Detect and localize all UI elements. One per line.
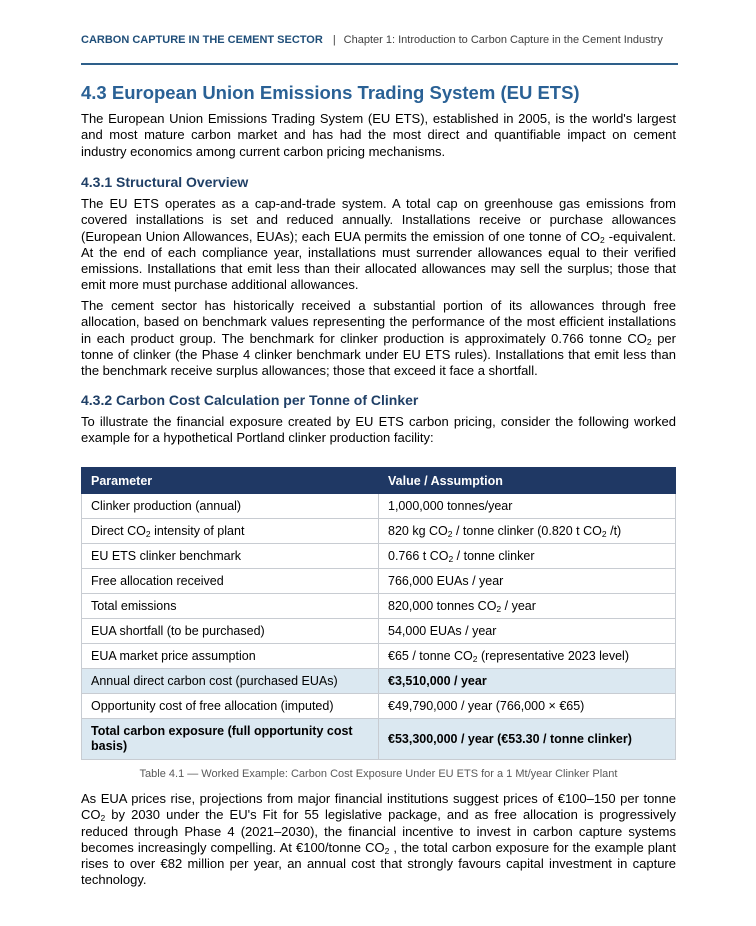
closing-paragraph [81,791,676,889]
value-cell [379,669,676,694]
header-rule [81,63,678,65]
cell-text: €3,510,000 / year [388,673,487,688]
cell-text: Direct CO [91,523,146,538]
table-row [82,519,676,544]
paragraph-text: As EUA prices rise, projections from major financial institutions suggest prices of €100–150 per tonne CO [81,791,676,823]
value-cell [379,644,676,669]
cell-text: EUA market price assumption [91,648,256,663]
cell-text: Opportunity cost of free allocation (imputed) [91,698,334,713]
cell-text: (representative 2023 level) [477,648,629,663]
cell-text: Free allocation received [91,573,224,588]
paragraph-text: by 2030 under the EU's Fit for 55 legislative package, and as free allocation is progressively reduced through Phase 4 (2021–2030), the financial incentive to invest in carbon capture systems becomes increasingly compelling. At €100/tonne CO [81,807,676,855]
header-chapter: Chapter 1: Introduction to Carbon Capture in the Cement Industry [343,34,663,46]
subsection-1-title: 4.3.1 Structural Overview [81,174,249,190]
table-row [82,594,676,619]
subscript: 2 [100,813,106,824]
cell-text: EUA shortfall (to be purchased) [91,623,265,638]
table-row [82,569,676,594]
table-row-highlighted [82,669,676,694]
subscript: 2 [145,528,151,539]
param-cell [82,519,379,544]
subscript: 2 [646,336,652,347]
table-row-total [82,719,676,760]
cell-text: EU ETS clinker benchmark [91,548,242,563]
running-header [81,34,678,48]
cell-text: €49,790,000 / year (766,000 × €65) [388,698,585,713]
cell-text: / tonne clinker [453,548,535,563]
subscript: 2 [601,528,607,539]
param-cell [82,719,379,760]
cell-text: 820,000 tonnes CO [388,598,497,613]
carbon-cost-table [81,467,676,760]
cell-text: Annual direct carbon cost (purchased EUAs) [91,673,338,688]
param-cell [82,619,379,644]
cell-text: intensity of plant [150,523,245,538]
section-title: 4.3 European Union Emissions Trading System (EU ETS) [81,82,580,103]
cell-text: 0.766 t CO [388,548,449,563]
cell-text: 766,000 EUAs / year [388,573,504,588]
value-cell [379,569,676,594]
param-cell [82,594,379,619]
value-cell [379,694,676,719]
value-cell [379,544,676,569]
value-cell [379,719,676,760]
param-cell [82,569,379,594]
value-cell [379,519,676,544]
paragraph-text: The cement sector has historically received a substantial portion of its allowances through free allocation, based on benchmark values representing the performance of the most efficient installations in each product group. The benchmark for clinker production is approximately 0.766 tonne CO [81,298,676,346]
cell-text: / year [501,598,536,613]
cell-text: 54,000 EUAs / year [388,623,497,638]
cell-text: Clinker production (annual) [91,498,242,513]
param-cell [82,494,379,519]
subsection-2-intro: To illustrate the financial exposure created by EU ETS carbon pricing, consider the following worked example for a hypothetical Portland clinker production facility: [81,414,676,446]
subscript: 2 [384,845,390,856]
subscript: 2 [447,528,453,539]
cell-text: 820 kg CO [388,523,448,538]
paragraph-text: , the total carbon exposure for the example plant rises to over €82 million per year, an annual cost that strongly favours capital investment in capture technology. [81,839,676,888]
cell-text: Total carbon exposure (full opportunity cost basis) [91,724,353,753]
table-header-value: Value / Assumption [379,468,676,494]
table-row [82,644,676,669]
cell-text: Total emissions [91,598,177,613]
value-cell [379,594,676,619]
table-row [82,694,676,719]
subscript: 2 [472,653,478,664]
paragraph-text: The EU ETS operates as a cap-and-trade system. A total cap on greenhouse gas emissions from covered installations is set and reduced annually. Installations receive or purchase allowances (European Union Allowances, EUAs); each EUA permits the emission of one tonne of CO [81,196,676,244]
value-cell [379,494,676,519]
param-cell [82,644,379,669]
paragraph-text: -equivalent. At the end of each compliance year, installations must surrender allowances equal to their verified emissions. Installations that emit less than their allocated allowances may sell the surplus; those that emit more must purchase additional allowances. [81,228,676,293]
cell-text: €53,300,000 / year (€53.30 / tonne clinker) [388,731,632,746]
param-cell [82,694,379,719]
cell-text: /t) [606,523,622,538]
section-intro: The European Union Emissions Trading System (EU ETS), established in 2005, is the world's largest and most mature carbon market and has had the most direct and quantifiable impact on cement industry economics among current carbon pricing mechanisms. [81,111,676,159]
param-cell [82,544,379,569]
subscript: 2 [599,234,605,245]
subscript: 2 [448,553,454,564]
table-header-row [82,468,676,494]
table-row [82,494,676,519]
cell-text: €65 / tonne CO [388,648,473,663]
value-cell [379,619,676,644]
cell-text: / tonne clinker (0.820 t CO [452,523,602,538]
subscript: 2 [496,603,502,614]
subsection-1-paragraph-2 [81,298,676,379]
paragraph-text: per tonne of clinker (the Phase 4 clinker benchmark under EU ETS rules). Installations that emit less than the benchmark receive surplus allowances; those that exceed it face a shortfall. [81,330,676,379]
table-header-parameter: Parameter [82,468,379,494]
header-separator: | [332,34,336,46]
table-caption: Table 4.1 — Worked Example: Carbon Cost Exposure Under EU ETS for a 1 Mt/year Clinker Plant [139,768,618,780]
header-brand: CARBON CAPTURE IN THE CEMENT SECTOR [81,34,323,46]
subsection-2-title: 4.3.2 Carbon Cost Calculation per Tonne of Clinker [81,392,419,408]
table-row [82,544,676,569]
subsection-1-paragraph-1 [81,196,676,294]
table-row [82,619,676,644]
cell-text: 1,000,000 tonnes/year [388,498,513,513]
param-cell [82,669,379,694]
